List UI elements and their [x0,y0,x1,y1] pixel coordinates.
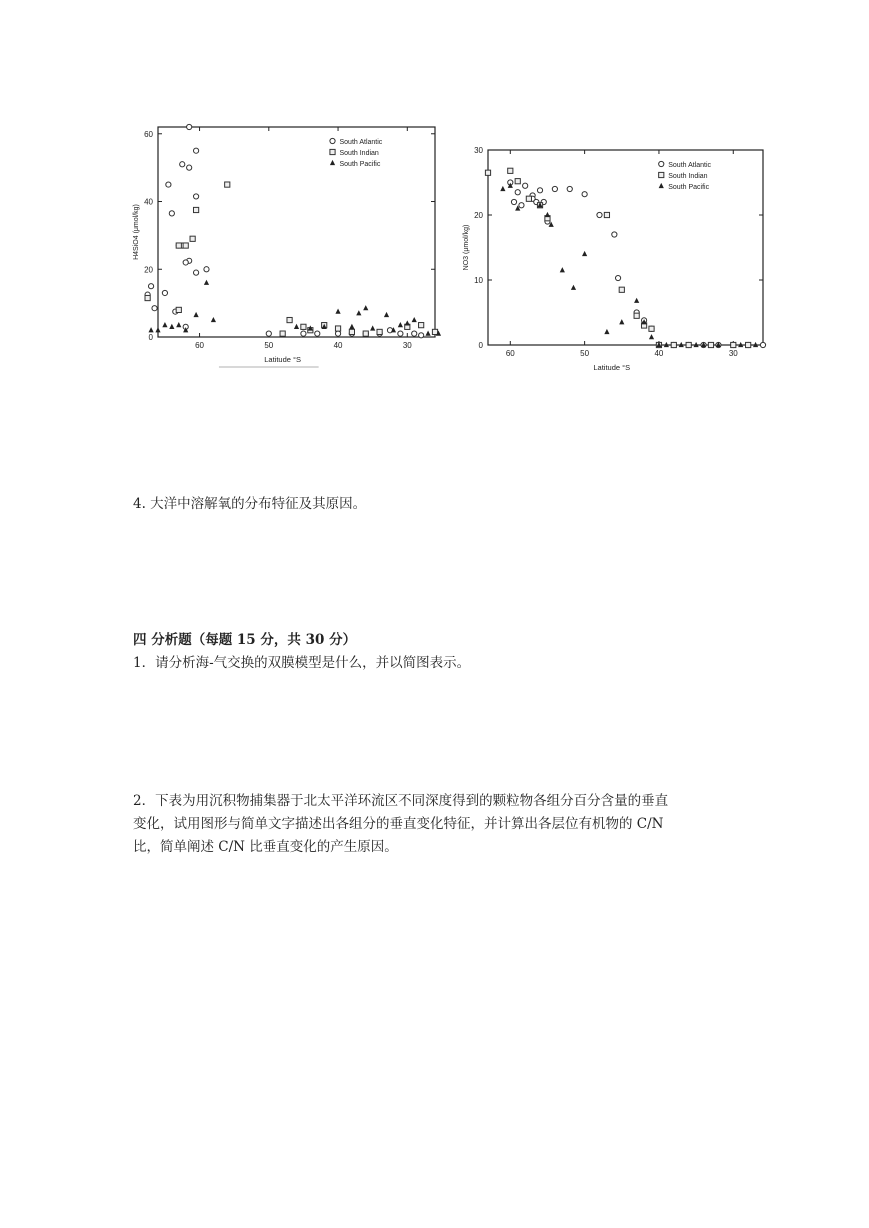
section-4-title: 四 分析题（每题 15 分，共 30 分） [133,632,357,648]
y-tick-label: 30 [474,146,483,155]
data-point [148,327,153,332]
data-point [686,342,691,347]
legend-label: South Indian [339,150,379,157]
data-point [515,179,520,184]
data-point [193,194,198,199]
x-tick-label: 40 [654,349,664,358]
y-tick-label: 60 [144,129,153,139]
y-tick-label: 0 [478,341,483,350]
legend-marker [659,183,664,188]
y-tick-label: 40 [144,197,153,207]
data-point [560,267,565,272]
data-point [634,313,639,318]
x-tick-label: 30 [402,341,412,350]
data-point [582,192,587,197]
data-point [425,331,430,336]
data-point [301,331,306,336]
data-point [398,331,403,336]
data-point [301,324,306,329]
data-point [604,329,609,334]
data-point [746,342,751,347]
silicate-chart-svg [128,122,443,377]
legend-label: South Pacific [339,161,381,168]
x-tick-label: 60 [505,349,515,358]
data-point [349,324,354,329]
data-point [266,331,271,336]
data-point [187,165,192,170]
legend-label: South Indian [668,173,708,180]
data-point [363,305,368,310]
data-point [155,327,160,332]
data-point [193,270,198,275]
legend-marker [330,160,335,165]
y-axis-label: H4SiO4 (μmol/kg) [133,204,140,260]
legend-marker [330,138,335,143]
data-point [612,232,617,237]
x-axis-label: Latitude °S [264,355,302,364]
data-point [519,203,524,208]
data-point [419,323,424,328]
data-point [225,182,230,187]
data-point [582,251,587,256]
data-point [597,212,602,217]
data-point [152,306,157,311]
data-point [183,243,188,248]
data-point [708,342,713,347]
silicate-chart [128,122,443,377]
data-point [537,188,542,193]
data-point [567,186,572,191]
data-point [176,322,181,327]
data-point [485,170,490,175]
data-point [500,186,505,191]
data-point [176,307,181,312]
data-point [190,236,195,241]
data-point [363,331,368,336]
data-point [634,298,639,303]
y-tick-label: 20 [474,211,483,220]
nitrate-chart-svg [463,140,773,375]
legend-label: South Pacific [668,184,710,191]
data-point [515,190,520,195]
question-4: 4. 大洋中溶解氧的分布特征及其原因。 [133,496,367,512]
legend-marker [330,149,335,154]
data-point [193,148,198,153]
x-tick-label: 40 [333,341,343,350]
plot-frame [158,127,435,337]
data-point [335,308,340,313]
data-point [349,329,354,334]
data-point [649,334,654,339]
y-tick-label: 20 [144,265,153,275]
data-point [370,325,375,330]
data-point [148,284,153,289]
data-point [335,326,340,331]
legend-marker [659,161,664,166]
data-point [204,267,209,272]
y-tick-label: 0 [148,333,153,342]
data-point [169,211,174,216]
x-tick-label: 50 [580,349,590,358]
data-point [204,280,209,285]
data-point [193,312,198,317]
question-2-line-3: 比，简单阐述 C/N 比垂直变化的产生原因。 [133,839,398,855]
data-point [280,331,285,336]
x-tick-label: 50 [264,341,274,350]
data-point [552,186,557,191]
data-point [405,320,410,325]
question-2-line-1: 2．下表为用沉积物捕集器于北太平洋环流区不同深度得到的颗粒物各组分百分含量的垂直 [133,793,669,809]
data-point [511,199,516,204]
data-point [398,322,403,327]
data-point [526,196,531,201]
data-point [211,317,216,322]
legend-label: South Atlantic [668,162,712,169]
question-2-line-2: 变化，试用图形与简单文字描述出各组分的垂直变化特征，并计算出各层位有机物的 C/N [133,816,664,832]
data-point [176,243,181,248]
data-point [649,326,654,331]
data-point [287,317,292,322]
data-point [760,342,765,347]
data-point [619,319,624,324]
data-point [193,207,198,212]
data-point [356,310,361,315]
data-point [315,331,320,336]
data-point [545,212,550,217]
data-point [180,162,185,167]
data-point [162,290,167,295]
data-point [294,324,299,329]
data-point [508,168,513,173]
x-tick-label: 30 [728,349,738,358]
data-point [377,329,382,334]
x-tick-label: 60 [195,341,205,350]
question-1: 1．请分析海-气交换的双膜模型是什么，并以简图表示。 [133,655,471,671]
data-point [671,342,676,347]
data-point [731,342,736,347]
data-point [412,331,417,336]
data-point [183,260,188,265]
data-point [412,317,417,322]
data-point [604,212,609,217]
data-point [619,287,624,292]
data-point [145,295,150,300]
data-point [384,312,389,317]
data-point [169,324,174,329]
y-tick-label: 10 [474,276,483,285]
data-point [166,182,171,187]
legend-label: South Atlantic [339,139,383,146]
data-point [523,183,528,188]
x-axis-label: Latitude °S [593,363,631,372]
data-point [432,329,437,334]
data-point [419,333,424,338]
nitrate-chart [463,140,773,375]
plot-frame [488,150,763,345]
y-axis-label: NO3 (μmol/kg) [463,224,470,271]
data-point [571,285,576,290]
legend-marker [659,172,664,177]
data-point [162,322,167,327]
data-point [187,124,192,129]
data-point [615,275,620,280]
data-point [335,331,340,336]
